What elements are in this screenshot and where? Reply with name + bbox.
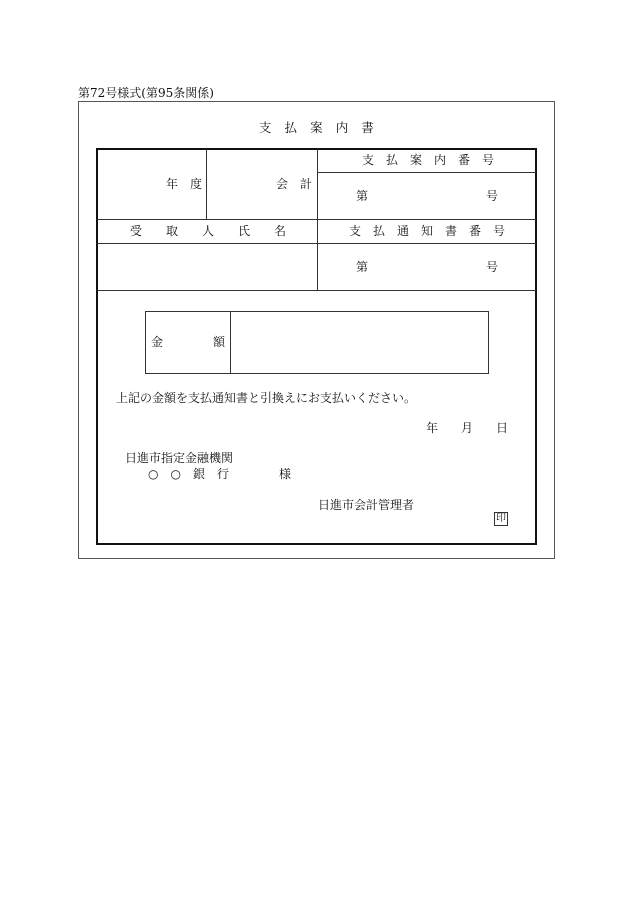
date-year: 年 [426,421,439,435]
amount-label-left: 金 [151,335,164,349]
amount-divider [230,312,231,373]
payment-message: 上記の金額を支払通知書と引換えにお支払いください。 [116,391,417,405]
divider-row1-right [317,172,536,173]
divider-col-main [317,149,318,290]
amount-box [145,311,489,374]
notice-number-header: 支 払 通 知 書 番 号 [349,224,506,238]
addressee-honorific: 様 [279,467,292,481]
recipient-name-label: 受 取 人 氏 名 [130,224,287,238]
account-label: 会 計 [276,177,313,191]
document-title: 支 払 案 内 書 [258,120,375,135]
addressee-institution: 日進市指定金融機関 [125,451,234,465]
form-number: 第72号様式(第95条関係) [78,86,214,100]
addressee-bank: ○ ○ 銀 行 [148,467,229,481]
amount-label-right: 額 [213,335,226,349]
notice-number-suffix: 号 [486,260,499,274]
issuer: 日進市会計管理者 [318,498,415,512]
divider-col-year [206,149,207,219]
guide-number-suffix: 号 [486,189,499,203]
date-day: 日 [496,421,509,435]
year-label: 年 度 [166,177,203,191]
date-month: 月 [461,421,474,435]
guide-number-prefix: 第 [356,189,369,203]
guide-number-header: 支 払 案 内 番 号 [362,153,495,167]
divider-row3 [97,290,536,291]
seal-mark: 印 [496,513,506,524]
notice-number-prefix: 第 [356,260,369,274]
